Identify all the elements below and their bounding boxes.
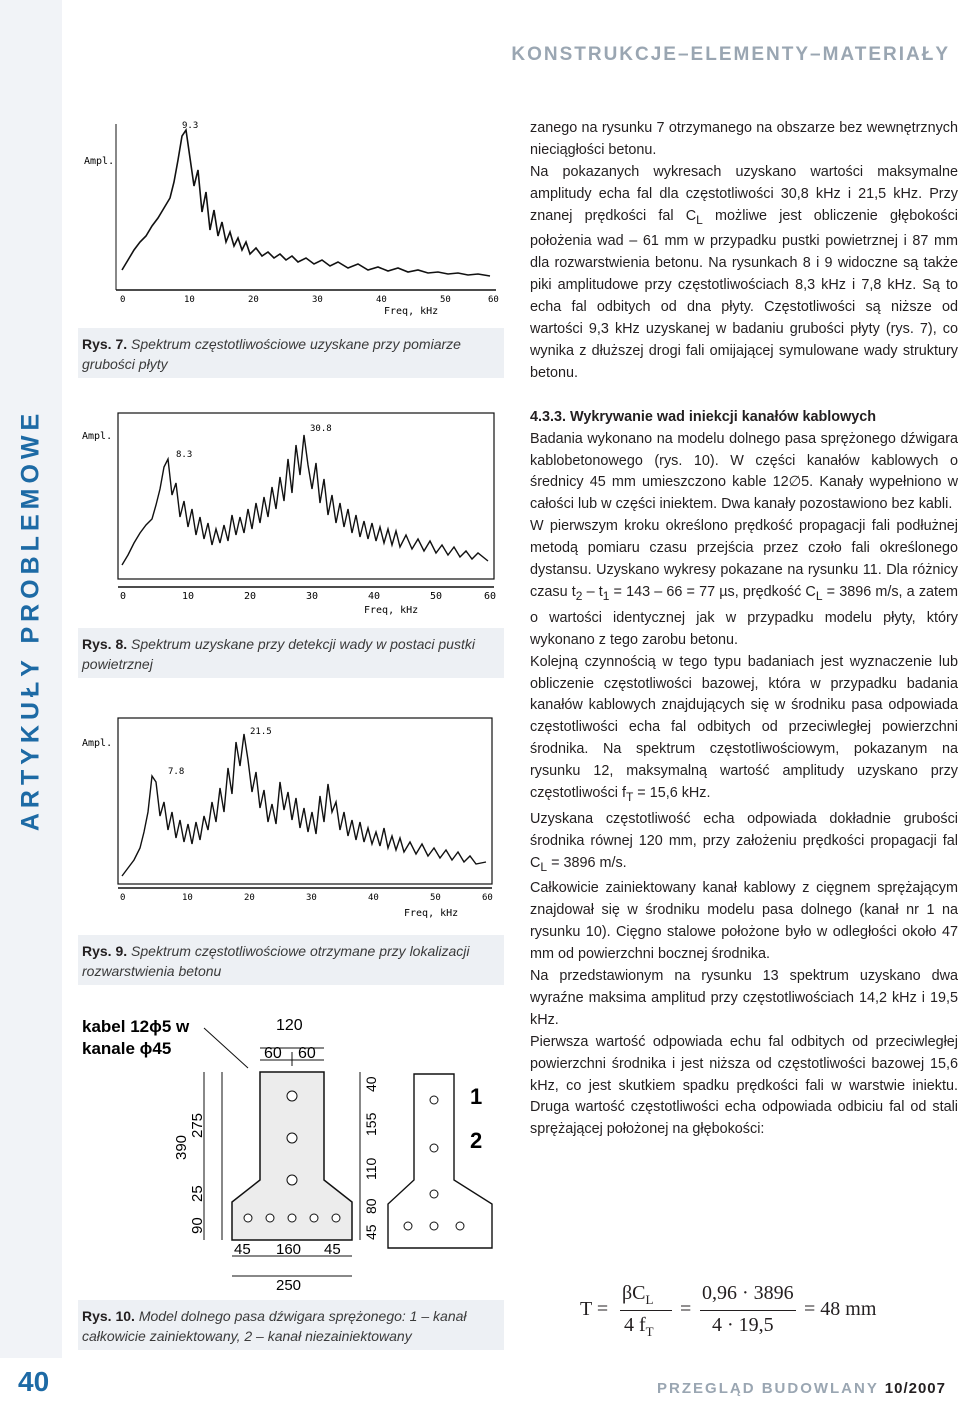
formula-eq: = [680, 1298, 692, 1320]
paragraph-2: Na pokazanych wykresach uzyskano wartości maksymalne amplitudy echa fal dla częstotliwości 30,8 kHz i 21,5 kHz. Przy znanej prędkości fal $C_L$ możliwe jest obliczenie głębokości położenia wad – 61 mm w przypadku pustki powietrznej i 87 mm dla rozwarstwienia betonu. Na rysunkach 8 i 9 widoczne są także piki amplitudowe przy częstotliwościach 8,3 kHz i 7,8 kHz. Są to echa fal odbitych od dna płyty. Częstotliwości są niższe od wartości 9,3 kHz uzyskanej w badaniu grubości płyty (rys. 7), co wynika z dłuższej drogi fali omijającej symulowane wady struktury betonu. [530, 163, 958, 381]
fig7-tick-50: 50 [440, 295, 451, 305]
formula-den2: 4 · 19,5 [712, 1314, 774, 1336]
fig9-tick-40: 40 [368, 893, 379, 903]
fig10-dim-80: 80 [363, 1198, 379, 1214]
paragraph-7: Całkowicie zainiektowany kanał kablowy z cięgnem sprężającym znajdował się w środniku modelu pasa dolnego (kanał nr 1 na rysunku 10). Cięgno stalowe położone było w odległości około 47 mm od powierzchni bocznej środnika. [530, 880, 958, 963]
fig8-tick-60: 60 [484, 591, 497, 602]
paragraph-3: Badania wykonano na modelu dolnego pasa sprężonego dźwigara kablobetonowego (rys. 10). W części kanałów kablowych o średnicy 45 mm umieszczono kable 12∅5. Kanały wypełniono w całości lub w części iniektem. Dwa kanały pozostawiono bez kabli. [530, 430, 958, 513]
fig8-ylabel: Ampl. [82, 431, 113, 442]
fig9-peak2-label: 21.5 [250, 727, 272, 737]
fig10-marker-1: 1 [470, 1084, 483, 1109]
fig8-tick-50: 50 [430, 591, 443, 602]
figure-8-spectrum [78, 405, 504, 620]
body-text-column [530, 118, 958, 1141]
formula-lhs: T = [580, 1298, 609, 1320]
fig9-number: Rys. 9. [82, 943, 128, 959]
fig10-dim-top: 120 [276, 1017, 303, 1034]
section-heading-4-3-3: 4.3.3. Wykrywanie wad iniekcji kanałów kablowych [530, 408, 877, 425]
fig7-tick-10: 10 [184, 295, 195, 305]
formula-num2: 0,96 · 3896 [702, 1282, 794, 1304]
fig10-dim-40: 40 [363, 1076, 379, 1092]
fig7-tick-40: 40 [376, 295, 387, 305]
fig7-tick-0: 0 [120, 295, 126, 305]
figure-9-spectrum [78, 712, 504, 927]
fig7-tick-30: 30 [312, 295, 323, 305]
fig10-dim-155: 155 [363, 1112, 379, 1136]
fig10-dim-45-right: 45 [363, 1224, 379, 1240]
fig10-caption-text: Model dolnego pasa dźwigara sprężonego: 1 – kanał całkowicie zainiektowany, 2 – kanał niezainiektowany [82, 1308, 467, 1344]
fig10-dim-25: 25 [189, 1185, 206, 1202]
fig7-xlabel: Freq, kHz [384, 306, 439, 317]
paragraph-6: Uzyskana częstotliwość echa odpowiada dokładnie grubości środnika równej 120 mm, przy założeniu prędkości propagacji fal $C_L = 3896$ m/s. [530, 810, 958, 874]
formula-result: = 48 mm [804, 1298, 877, 1320]
fig10-dim-90: 90 [189, 1217, 206, 1234]
fig10-dim-390: 390 [173, 1134, 190, 1160]
figure-10-cross-section [78, 1008, 504, 1296]
fig9-xlabel: Freq, kHz [404, 908, 459, 919]
figure-9-caption [78, 935, 504, 985]
fig9-tick-60: 60 [482, 893, 493, 903]
formula-depth [580, 1278, 880, 1344]
fig10-dim-45a: 45 [234, 1241, 251, 1258]
fig8-xlabel: Freq, kHz [364, 605, 419, 616]
paragraph-1: zanego na rysunku 7 otrzymanego na obszarze bez wewnętrznych nieciągłości betonu. [530, 120, 958, 158]
fig7-caption-text: Spektrum częstotliwościowe uzyskane przy pomiarze grubości płyty [82, 336, 461, 372]
fig8-number: Rys. 8. [82, 636, 128, 652]
fig9-tick-50: 50 [430, 893, 441, 903]
paragraph-8: Na przedstawionym na rysunku 13 spektrum uzyskano dwa wyraźne maksima amplitud przy częstotliwościach 14,2 kHz i 19,5 kHz. [530, 968, 958, 1028]
fig7-peak-label: 9.3 [182, 121, 199, 131]
fig9-tick-30: 30 [306, 893, 317, 903]
fig8-tick-20: 20 [244, 591, 257, 602]
fig10-dim-top-b: 60 [298, 1045, 316, 1062]
fig10-dim-top-a: 60 [264, 1045, 282, 1062]
fig9-ylabel: Ampl. [82, 738, 113, 749]
fig8-tick-0: 0 [120, 591, 127, 602]
formula-den1: 4 $f_T$ [624, 1314, 654, 1339]
fig9-tick-0: 0 [120, 893, 126, 903]
fig8-peak1-label: 8.3 [176, 450, 193, 460]
fig9-caption-text: Spektrum częstotliwościowe otrzymane przy lokalizacji rozwarstwienia betonu [82, 943, 470, 979]
fig9-tick-10: 10 [182, 893, 193, 903]
paragraph-5: Kolejną czynnością w tego typu badaniach jest wyznaczenie lub obliczenie częstotliwości bazowej, która w przypadku badania kanałów kablowych znajdujących się w środniku pasa odpowiada częstotliwości echa fal odbitych od przeciwległej powierzchni środnika. Na spektrum częstotliwościowym, pokazanym na rysunku 12, maksymalną wartość amplitudy uzyskano przy częstotliwości $f_T = 15,6$ kHz. [530, 653, 958, 804]
fig10-dim-110: 110 [363, 1157, 379, 1180]
figure-7-spectrum [78, 100, 504, 320]
fig10-marker-2: 2 [470, 1128, 483, 1153]
fig8-tick-10: 10 [182, 591, 195, 602]
fig8-tick-30: 30 [306, 591, 319, 602]
figure-10-caption [78, 1300, 504, 1350]
fig8-caption-text: Spektrum uzyskane przy detekcji wady w postaci pustki powietrznej [82, 636, 475, 672]
fig10-label-cable: kabel 12ϕ5 w [82, 1017, 190, 1036]
figure-8-caption [78, 628, 504, 678]
fig7-tick-20: 20 [248, 295, 259, 305]
fig10-dim-160: 160 [276, 1241, 302, 1258]
fig9-peak1-label: 7.8 [168, 767, 185, 777]
fig8-peak2-label: 30.8 [310, 424, 332, 434]
figure-7-caption [78, 328, 504, 378]
fig7-ylabel: Ampl. [84, 156, 115, 167]
running-header: KONSTRUKCJE–ELEMENTY–MATERIAŁY [511, 44, 950, 65]
formula-num1: $\beta C_L$ [622, 1282, 654, 1307]
fig10-number: Rys. 10. [82, 1308, 135, 1324]
journal-issue: 10/2007 [884, 1380, 946, 1397]
fig7-number: Rys. 7. [82, 336, 128, 352]
page-number: 40 [18, 1366, 50, 1397]
journal-footer [657, 1380, 946, 1397]
fig10-dim-250: 250 [276, 1277, 302, 1294]
paragraph-9: Pierwsza wartość odpowiada echu fal odbitych od przeciwległej powierzchni środnika i jest niższa od częstotliwości bazowej 15,6 kHz, co jest skutkiem spadku prędkości fali w warstwie iniektu. Druga wartość częstotliwości echa odpowiada odbiciu fal od stali sprężającej położonej na głębokości: [530, 1033, 958, 1138]
fig10-dim-275: 275 [189, 1112, 206, 1138]
fig8-tick-40: 40 [368, 591, 381, 602]
section-label-vertical: ARTYKUŁY PROBLEMOWE [16, 408, 45, 832]
fig7-tick-60: 60 [488, 295, 499, 305]
fig10-label-duct: kanale ϕ45 [82, 1039, 172, 1058]
paragraph-4: W pierwszym kroku określono prędkość propagacji fali podłużnej metodą pomiaru czasu przejścia przez czoło fali określonego dystansu. Uzyskano wykresy pokazane na rysunku 11. Dla różnicy czasu $t_2 - t_1 = 143 - 66 = 77$ µs, prędkość $C_L = 3896$ m/s, a zatem o wartości identycznej jak w przypadku modelu płyty, który wykonano z tego zarobu betonu. [530, 518, 959, 648]
journal-name: PRZEGLĄD BUDOWLANY [657, 1380, 879, 1397]
fig9-tick-20: 20 [244, 893, 255, 903]
fig10-dim-45b: 45 [324, 1241, 341, 1258]
